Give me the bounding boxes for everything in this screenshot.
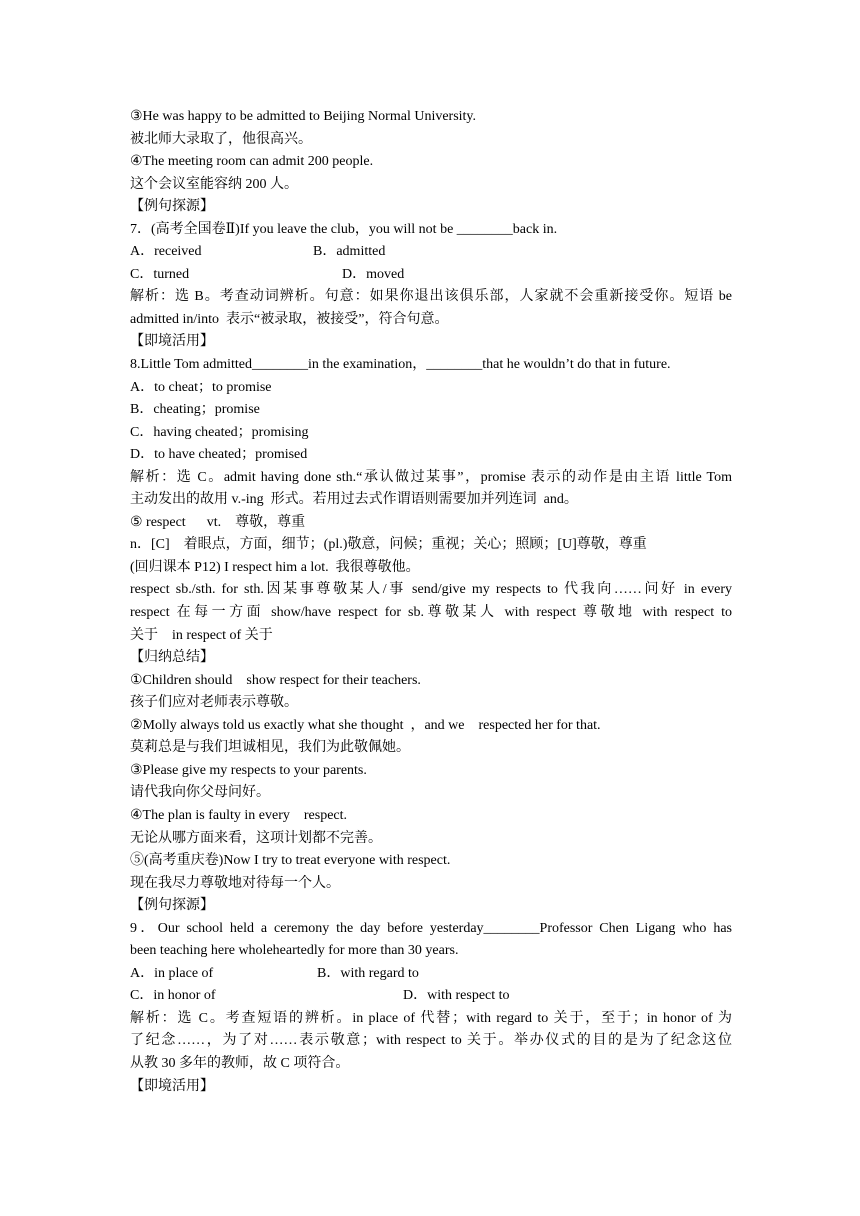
question-7-options-row: A．received B．admitted	[130, 241, 732, 264]
question-9-options-row	[130, 963, 732, 986]
example-sentence-en: ④The plan is faulty in every respect.	[130, 807, 348, 823]
section-heading: 【例句探源】	[130, 199, 214, 215]
section-heading: 【即境活用】	[130, 334, 214, 350]
textbook-example: (回归课本 P12) I respect him a lot. 我很尊敬他。	[130, 559, 420, 575]
document-page	[130, 106, 732, 1098]
option-a: A．to cheat；to promise	[130, 379, 272, 395]
example-sentence-zh: 孩子们应对老师表示尊敬。	[130, 695, 298, 711]
option-c: C．in honor of	[130, 988, 216, 1004]
phrase-list: respect 在每一方面 show/have respect for sb.尊敬某人 with respect 尊敬地 with respect to	[130, 605, 732, 621]
option-b: B．with regard to	[317, 965, 419, 981]
analysis-text: 了纪念……，为了对……表示敬意；with respect to 关于。举办仪式的目的是为了纪念这位	[130, 1033, 732, 1049]
question-9-stem: been teaching here wholeheartedly for more than 30 years.	[130, 943, 459, 959]
section-heading: 【即境活用】	[130, 1078, 214, 1094]
option-c: C．turned	[130, 266, 190, 282]
example-sentence-zh: 请代我向你父母问好。	[130, 785, 270, 801]
analysis-text: 主动发出的故用 v.-ing 形式。若用过去式作谓语则需要加并列连词 and。	[130, 492, 578, 508]
option-d: D．moved	[342, 266, 405, 282]
analysis-text: admitted in/into 表示“被录取，被接受”，符合句意。	[130, 311, 449, 327]
analysis-text: 解析：选 C。考查短语的辨析。in place of 代替；with regard to 关于，至于；in honor of 为	[130, 1010, 732, 1026]
example-sentence-en: ②Molly always told us exactly what she thought ，and we respected her for that.	[130, 717, 601, 733]
example-sentence-en: ④The meeting room can admit 200 people.	[130, 154, 374, 170]
option-a: A．in place of	[130, 965, 214, 981]
example-sentence-zh: 这个会议室能容纳 200 人。	[130, 176, 298, 192]
example-sentence-en: ③He was happy to be admitted to Beijing Normal University.	[130, 109, 477, 124]
phrase-list: respect sb./sth. for sth.因某事尊敬某人/事 send/give my respects to 代我向……问好 in every	[130, 582, 732, 598]
option-a: A．received	[130, 244, 202, 260]
example-sentence-en: ①Children should show respect for their teachers.	[130, 672, 421, 688]
example-sentence-zh: 无论从哪方面来看，这项计划都不完善。	[130, 830, 382, 846]
section-heading: 【归纳总结】	[130, 650, 214, 666]
vocab-definition: n．[C] 着眼点，方面，细节；(pl.)敬意，问候；重视；关心；照顾；[U]尊敬，尊重	[130, 537, 647, 553]
option-c: C．having cheated；promising	[130, 424, 309, 440]
question-9-stem: 9．Our school held a ceremony the day before yesterday________Professor Chen Ligang who has	[130, 920, 732, 936]
option-d: D．to have cheated；promised	[130, 447, 308, 463]
question-7-stem: 7．(高考全国卷Ⅱ)If you leave the club，you will not be ________back in.	[130, 221, 558, 237]
question-8-stem: 8.Little Tom admitted________in the examination，________that he wouldn’t do that in future.	[130, 357, 671, 373]
option-d: D．with respect to	[403, 988, 510, 1004]
vocab-entry: ⑤ respect vt. 尊敬，尊重	[130, 514, 306, 530]
section-heading: 【例句探源】	[130, 898, 214, 914]
question-9-options-row	[130, 985, 732, 1008]
example-sentence-zh: 现在我尽力尊敬地对待每一个人。	[130, 875, 340, 891]
question-7-options-row	[130, 264, 732, 287]
analysis-text: 解析：选 C。admit having done sth.“承认做过某事”，promise 表示的动作是由主语 little Tom	[130, 469, 732, 485]
phrase-list: 关于 in respect of 关于	[130, 627, 273, 643]
example-sentence-zh: 被北师大录取了，他很高兴。	[130, 131, 312, 147]
example-sentence-en: ③Please give my respects to your parents.	[130, 762, 367, 778]
example-sentence-en: ⑤(高考重庆卷)Now I try to treat everyone with respect.	[130, 853, 451, 869]
option-b: B．cheating；promise	[130, 402, 260, 418]
analysis-text: 从教 30 多年的教师，故 C 项符合。	[130, 1055, 350, 1071]
analysis-text: 解析：选 B。考查动词辨析。句意：如果你退出该俱乐部，人家就不会重新接受你。短语 be	[130, 289, 732, 305]
example-sentence-zh: 莫莉总是与我们坦诚相见，我们为此敬佩她。	[130, 740, 410, 756]
